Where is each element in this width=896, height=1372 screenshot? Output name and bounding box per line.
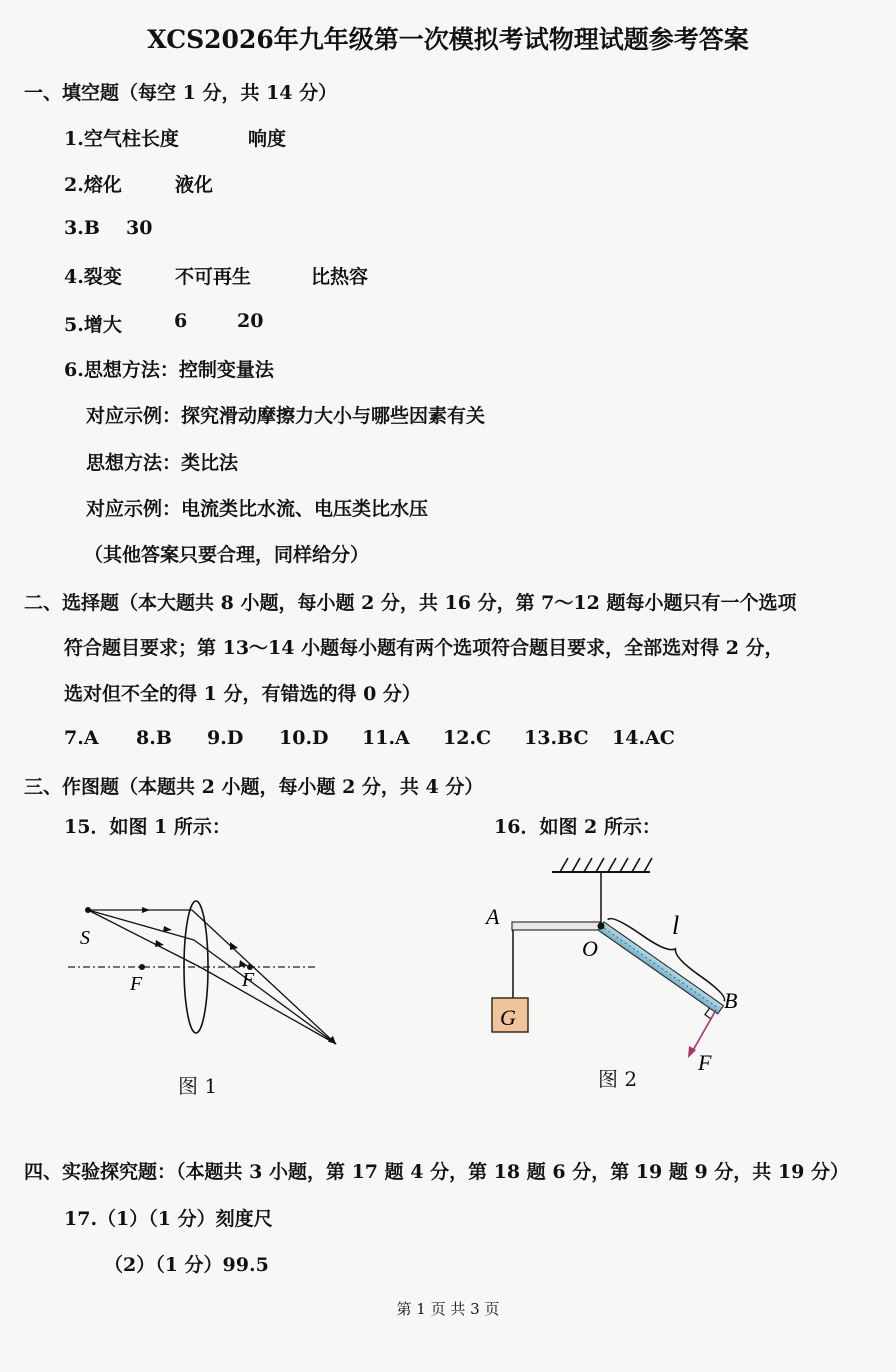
figure1-caption: 图 1: [178, 1074, 218, 1098]
lever-arm-oa: [512, 922, 600, 930]
mc-answer-14: 14.AC: [612, 727, 675, 749]
focal-point-left: [139, 964, 145, 970]
ray-parallel-refracted: [192, 910, 336, 1044]
length-brace: [608, 907, 733, 1001]
q6-example-1: 对应示例：探究滑动摩擦力大小与哪些因素有关: [86, 405, 486, 427]
q3-answer-1: 3.B: [64, 217, 100, 239]
q4-answer-2: 不可再生: [175, 266, 252, 288]
label-b: B: [724, 988, 738, 1013]
q17-part2-answer: （2）（1 分）99.5: [104, 1254, 269, 1276]
section3-heading: 三、作图题（本题共 2 小题，每小题 2 分，共 4 分）: [24, 776, 484, 798]
label-g: G: [500, 1005, 516, 1030]
lever-arm-ob: [598, 922, 723, 1014]
arrowhead-icon: [142, 907, 150, 913]
mc-answer-7: 7.A: [64, 727, 99, 749]
arrowhead-icon: [155, 940, 164, 947]
ray-through-focus-refracted: [200, 967, 336, 1044]
q2-answer-1: 2.熔化: [64, 174, 122, 196]
ray-through-focus: [88, 910, 200, 967]
q6-example-2: 对应示例：电流类比水流、电压类比水压: [86, 498, 429, 520]
section2-rule-line2: 符合题目要求；第 13～14 小题每小题有两个选项符合题目要求，全部选对得 2 分，: [64, 637, 784, 659]
page-footer: 第 1 页 共 3 页: [396, 1300, 500, 1318]
section1-heading: 一、填空题（每空 1 分，共 14 分）: [24, 82, 338, 104]
ray-middle: [88, 910, 194, 940]
figure1-lens-diagram: [60, 890, 360, 1060]
mc-answer-10: 10.D: [279, 727, 329, 749]
label-a: A: [486, 904, 500, 929]
q6-method-2: 思想方法：类比法: [86, 452, 239, 474]
label-f-left: F: [130, 973, 143, 995]
q6-method-1: 6.思想方法：控制变量法: [64, 359, 274, 381]
ceiling-hatching: [560, 858, 652, 872]
q3-answer-2: 30: [126, 217, 153, 239]
arrowhead-icon: [163, 926, 172, 932]
label-f: F: [698, 1050, 712, 1075]
q5-answer-1: 5.增大: [64, 314, 122, 336]
q1-answer-1: 1.空气柱长度: [64, 128, 179, 150]
q4-answer-1: 4.裂变: [64, 266, 122, 288]
label-o: O: [582, 936, 598, 961]
section2-rule-line3: 选对但不全的得 1 分，有错选的得 0 分）: [64, 683, 421, 705]
label-l: l: [672, 911, 680, 940]
mc-answer-8: 8.B: [136, 727, 172, 749]
q6-note: （其他答案只要合理，同样给分）: [84, 544, 370, 566]
q17-part1-answer: 17.（1）（1 分）刻度尺: [64, 1208, 273, 1230]
figure2-lever-diagram: [480, 850, 770, 1080]
section2-heading: 二、选择题（本大题共 8 小题，每小题 2 分，共 16 分，第 7～12 题每小题只有一个选项: [24, 592, 797, 614]
q5-answer-3: 20: [237, 310, 264, 332]
label-f-right: F: [242, 969, 255, 991]
mc-answer-13: 13.BC: [524, 727, 589, 749]
q5-answer-2: 6: [174, 310, 188, 332]
q4-answer-3: 比热容: [311, 266, 369, 288]
force-f-line: [692, 1010, 716, 1052]
q16-label: 16．如图 2 所示：: [494, 816, 661, 838]
section4-heading: 四、实验探究题：（本题共 3 小题，第 17 题 4 分，第 18 题 6 分，第 19 题 9 分，共 19 分）: [24, 1161, 849, 1183]
q15-label: 15．如图 1 所示：: [64, 816, 231, 838]
arrowhead-icon: [230, 942, 238, 950]
mc-answer-9: 9.D: [207, 727, 244, 749]
figure2-caption: 图 2: [598, 1067, 638, 1091]
label-s: S: [80, 927, 90, 949]
mc-answer-12: 12.C: [443, 727, 492, 749]
pivot-point: [598, 923, 605, 930]
q1-answer-2: 响度: [248, 128, 287, 150]
ray-middle-refracted: [194, 940, 336, 1044]
q2-answer-2: 液化: [175, 174, 214, 196]
page-title: XCS2026年九年级第一次模拟考试物理试题参考答案: [147, 25, 749, 54]
mc-answer-11: 11.A: [362, 727, 410, 749]
